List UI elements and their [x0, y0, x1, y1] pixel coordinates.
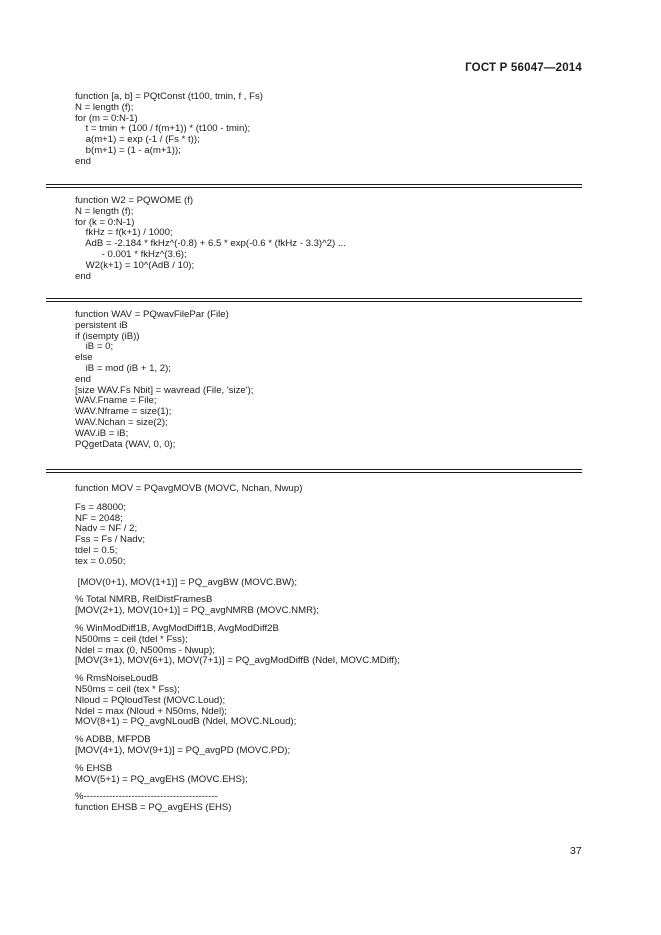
code-line: iB = mod (iB + 1, 2);	[75, 362, 171, 374]
standard-designation: ГОСТ Р 56047—2014	[465, 62, 582, 74]
params-group	[75, 503, 595, 568]
code-line: MOV(8+1) = PQ_avgNLoudB (Ndel, MOVC.NLoud);	[75, 716, 297, 728]
code-line: [MOV(3+1), MOV(6+1), MOV(7+1)] = PQ_avgModDiffB (Ndel, MOVC.MDiff);	[75, 655, 400, 667]
code-line: [MOV(4+1), MOV(9+1)] = PQ_avgPD (MOVC.PD);	[75, 744, 291, 756]
code-line: if (isempty (iB))	[75, 330, 140, 342]
code-line: end	[75, 155, 92, 167]
code-group-ehsb	[75, 764, 595, 786]
code-line: for (k = 0:N-1)	[75, 216, 135, 228]
code-line: end	[75, 270, 92, 282]
code-comment: % WinModDiff1B, AvgModDiff1B, AvgModDiff2B	[75, 622, 279, 634]
page-number: 37	[570, 845, 582, 857]
code-comment: % Total NMRB, RelDistFramesB	[75, 594, 213, 606]
code-comment: % ADBB, MFPDB	[75, 734, 151, 746]
function-header: function MOV = PQavgMOVB (MOVC, Nchan, Nwup)	[75, 483, 303, 494]
code-line: W2(k+1) = 10^(AdB / 10);	[75, 259, 195, 271]
code-line: WAV.Nframe = size(1);	[75, 406, 172, 418]
code-line: [size WAV.Fs Nbit] = wavread (File, 'size');	[75, 384, 254, 396]
code-line: function WAV = PQwavFilePar (File)	[75, 309, 229, 320]
code-group-avgehs	[75, 792, 595, 814]
code-group-noiseloud	[75, 674, 595, 728]
code-comment: %------------------------------------------	[75, 791, 218, 803]
code-line: end	[75, 373, 92, 385]
code-group-moddiff	[75, 624, 595, 667]
code-block-pqwome	[75, 196, 595, 282]
code-line: else	[75, 352, 93, 364]
double-rule-separator	[46, 469, 582, 473]
code-line: a(m+1) = exp (-1 / (Fs * t));	[75, 134, 200, 146]
code-line: Ndel = max (Nloud + N50ms, Ndel);	[75, 705, 227, 717]
code-block-pqavgmovb	[75, 484, 595, 814]
code-line: b(m+1) = (1 - a(m+1));	[75, 144, 181, 156]
code-block-pqtconst	[75, 92, 595, 168]
code-line: fkHz = f(k+1) / 1000;	[75, 227, 173, 239]
code-line: - 0.001 * fkHz^(3.6);	[75, 248, 187, 260]
double-rule-separator	[46, 298, 582, 302]
code-line: function W2 = PQWOME (f)	[75, 195, 194, 206]
code-line: N = length (f);	[75, 205, 134, 217]
code-line: t = tmin + (100 / f(m+1)) * (t100 - tmin);	[75, 123, 251, 135]
code-line: WAV.Fname = File;	[75, 395, 157, 407]
code-line: function EHSB = PQ_avgEHS (EHS)	[75, 802, 232, 814]
code-line: Nloud = PQloudTest (MOVC.Loud);	[75, 694, 226, 706]
code-line: iB = 0;	[75, 341, 114, 353]
code-line: [MOV(2+1), MOV(10+1)] = PQ_avgNMRB (MOVC.NMR);	[75, 605, 319, 617]
code-line: persistent iB	[75, 319, 128, 331]
code-line: AdB = -2.184 * fkHz^(-0.8) + 6.5 * exp(-0.6 * (fkHz - 3.3)^2) ...	[75, 238, 346, 250]
code-line: N50ms = ceil (tex * Fss);	[75, 683, 180, 695]
code-group-bw	[75, 578, 595, 589]
code-comment: % RmsNoiseLoudB	[75, 673, 159, 685]
code-group-adbb	[75, 735, 595, 757]
code-line: WAV.Nchan = size(2);	[75, 416, 168, 428]
code-line: N = length (f);	[75, 101, 134, 113]
code-line: Fss = Fs / Nadv;	[75, 534, 146, 546]
code-line: [MOV(0+1), MOV(1+1)] = PQ_avgBW (MOVC.BW);	[75, 576, 298, 588]
code-line: PQgetData (WAV, 0, 0);	[75, 438, 176, 450]
double-rule-separator	[46, 184, 582, 188]
code-line: Nadv = NF / 2;	[75, 523, 138, 535]
code-line: MOV(5+1) = PQ_avgEHS (MOVC.EHS);	[75, 773, 248, 785]
code-line: tdel = 0.5;	[75, 544, 118, 556]
code-comment: % EHSB	[75, 762, 113, 774]
code-line: N500ms = ceil (tdel * Fss);	[75, 633, 188, 645]
code-line: for (m = 0:N-1)	[75, 112, 138, 124]
code-line: WAV.iB = iB;	[75, 427, 129, 439]
code-line: Ndel = max (0, N500ms - Nwup);	[75, 644, 215, 656]
code-line: NF = 2048;	[75, 512, 123, 524]
code-line: tex = 0.050;	[75, 555, 126, 567]
code-block-pqwavfilepar	[75, 310, 595, 450]
code-line: Fs = 48000;	[75, 501, 126, 513]
code-line: function [a, b] = PQtConst (t100, tmin, f , Fs)	[75, 91, 263, 102]
code-group-nmrb	[75, 595, 595, 617]
